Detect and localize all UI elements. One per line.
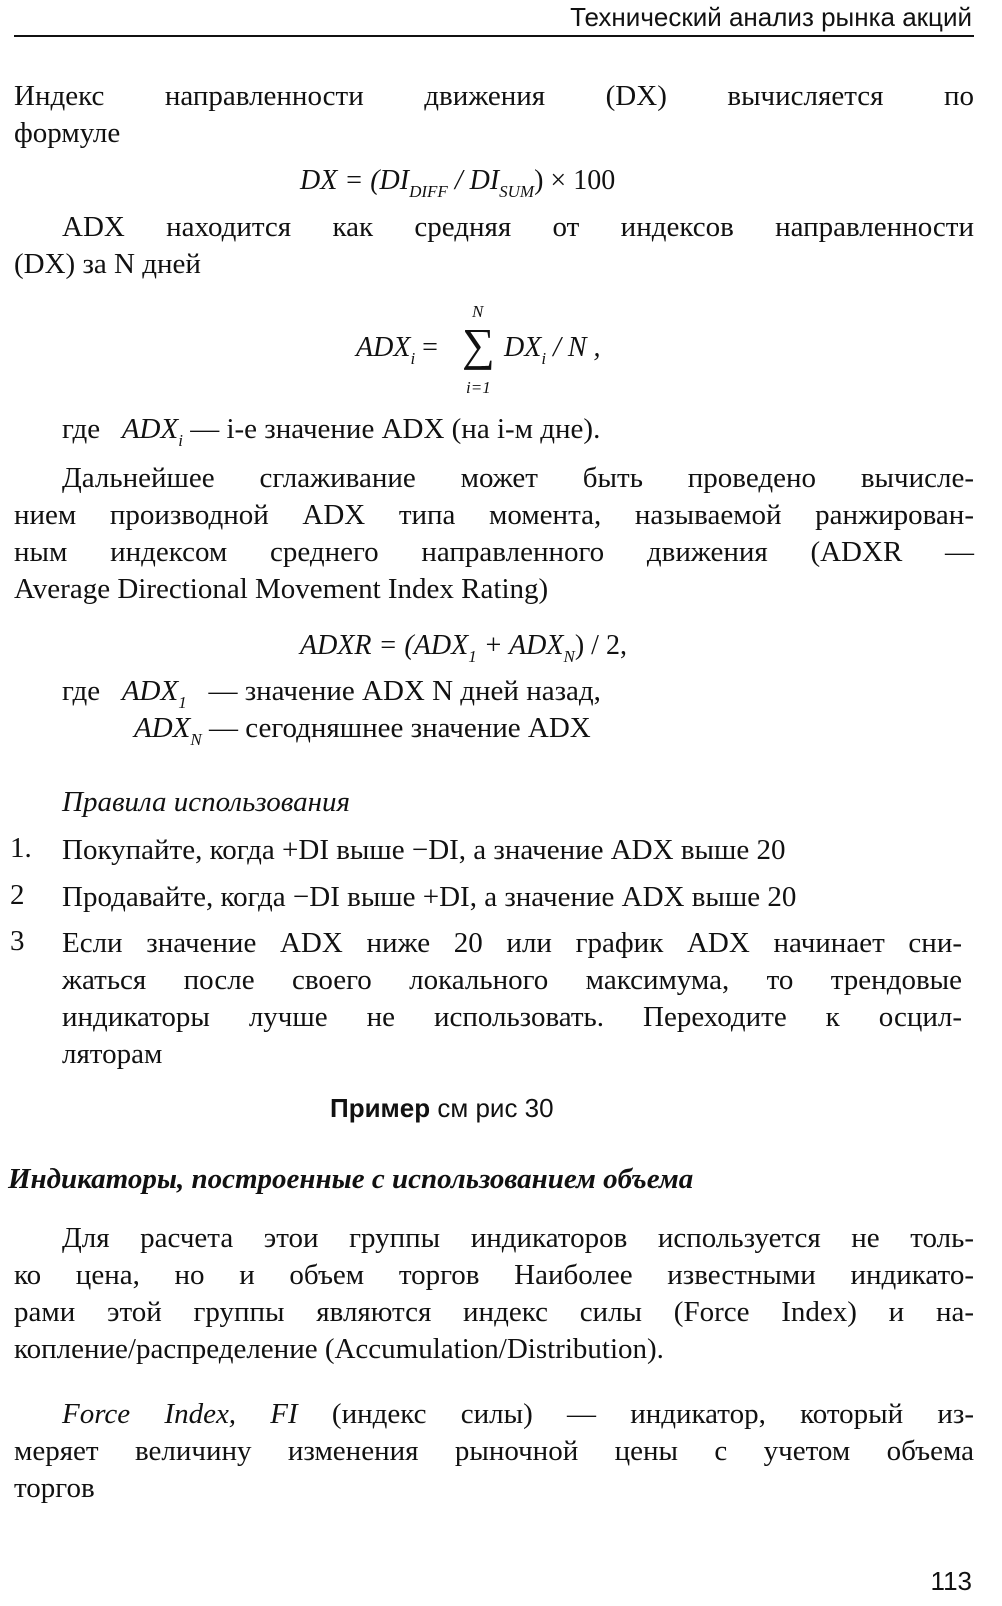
example-rest: см рис 30 <box>430 1093 554 1123</box>
formula-adx-lower-limit: i=1 <box>466 378 491 397</box>
formula-dx-sub-diff: DIFF <box>409 182 448 201</box>
smoothing-line-4: Average Directional Movement Index Rating) <box>14 573 549 605</box>
formula-adx-rhs-group <box>504 332 601 369</box>
header-rule <box>14 35 974 37</box>
formula-dx-sub-sum: SUM <box>499 182 535 201</box>
formula-adxr-sub-1: 1 <box>468 647 477 666</box>
rule-1-number: 1. <box>10 832 32 864</box>
adx-paragraph <box>14 209 974 283</box>
formula-dx-lhs: DX = (DI <box>300 165 410 196</box>
formula-adxr-mid: + ADX <box>476 630 564 661</box>
where2-term1-sub: 1 <box>178 693 187 712</box>
example-bold: Пример <box>330 1093 431 1123</box>
force-index-paragraph <box>14 1396 974 1507</box>
where2-text2: — сегодняшнее значение ADX <box>201 712 591 744</box>
rule-3-number: 3 <box>10 925 25 957</box>
formula-adx-rhs-sub: i <box>541 349 547 368</box>
formula-adx-lhs: ADX <box>356 332 411 363</box>
where-text: — i-е значение ADX (на i-м дне). <box>182 413 601 445</box>
force-line-1 <box>14 1396 974 1433</box>
where-adx-1 <box>62 675 601 713</box>
volume-line-2: ко цена, но и объем торгов Наиболее известными индикато- <box>14 1259 974 1291</box>
section-heading: Индикаторы, построенные с использованием объема <box>8 1163 694 1195</box>
intro-line-1: Индекс направленности движения (DX) вычисляется по <box>14 80 974 112</box>
formula-dx <box>300 165 615 202</box>
formula-adx-rhs: DX <box>504 332 542 363</box>
formula-adx-lhs-sub: i <box>410 349 416 368</box>
sigma-symbol: ∑ <box>462 319 495 370</box>
formula-adx-tail: / N , <box>546 332 601 363</box>
where2-word: где <box>62 675 101 707</box>
formula-dx-rhs: ) × 100 <box>534 165 616 196</box>
volume-line-4: копление/распределение (Accumulation/Distribution). <box>14 1333 664 1365</box>
intro-line-2: формуле <box>14 117 121 149</box>
intro-paragraph <box>14 78 974 152</box>
rule-2-line-1: Продавайте, когда −DI выше +DI, а значение ADX выше 20 <box>62 881 797 913</box>
smoothing-line-3: ным индексом среднего направленного движения (ADXR — <box>14 536 974 568</box>
smoothing-paragraph <box>14 460 974 608</box>
adx-line-2: (DX) за N дней <box>14 248 201 280</box>
formula-adxr-rhs: ) / 2, <box>574 630 627 661</box>
where-adx-i <box>62 413 600 451</box>
force-line-2: меряет величину изменения рыночной цены с учетом объема <box>14 1435 974 1467</box>
formula-adxr-sub-n: N <box>563 647 575 666</box>
rule-3-text <box>62 925 962 1073</box>
rule-3-line-4: ляторам <box>62 1038 163 1070</box>
rule-2-number: 2 <box>10 879 25 911</box>
where2-text1: — значение ADX N дней назад, <box>201 675 601 707</box>
formula-adxr <box>300 630 627 667</box>
example-reference <box>330 1093 554 1124</box>
smoothing-line-2: нием производной ADX типа момента, называемой ранжирован- <box>14 499 974 531</box>
formula-adxr-lhs: ADXR = (ADX <box>300 630 469 661</box>
page-number: 113 <box>930 1566 972 1596</box>
where2-term2: ADX <box>134 712 191 744</box>
force-line-3: торгов <box>14 1472 95 1504</box>
volume-line-3: рами этой группы являются индекс силы (Force Index) и на- <box>14 1296 974 1328</box>
where2-term2-sub: N <box>190 730 202 749</box>
rule-3-line-2: жаться после своего локального максимума, то трендовые <box>62 964 962 996</box>
formula-dx-mid: / DI <box>447 165 500 196</box>
where-term-sub: i <box>178 431 183 450</box>
volume-line-1: Для расчета этои группы индикаторов используется не толь- <box>62 1222 974 1254</box>
rule-1-line-1: Покупайте, когда +DI выше −DI, а значение ADX выше 20 <box>62 834 786 866</box>
rule-2-text <box>62 879 962 916</box>
smoothing-line-1: Дальнейшее сглаживание может быть проведено вычисле- <box>62 462 974 494</box>
force-line-1-rest: (индекс силы) — индикатор, который из- <box>297 1398 974 1430</box>
volume-paragraph <box>14 1220 974 1368</box>
formula-adx-upper-limit: N <box>472 302 484 321</box>
formula-adx <box>356 332 438 369</box>
where-adx-n <box>134 712 591 750</box>
where2-term1: ADX <box>121 675 179 707</box>
adx-line-1: ADX находится как средняя от индексов направленности <box>62 211 974 243</box>
running-header: Технический анализ рынка акций <box>570 2 972 32</box>
rule-3-line-3: индикаторы лучше не использовать. Переходите к осцил- <box>62 1001 962 1033</box>
formula-adx-eq: = <box>415 332 438 363</box>
where-term: ADX <box>121 413 179 445</box>
rule-3-line-1: Если значение ADX ниже 20 или график ADX начинает сни- <box>62 927 962 959</box>
rules-title: Правила использования <box>62 786 350 818</box>
where-word: где <box>62 413 101 445</box>
force-term: Force Index, FI <box>62 1398 298 1430</box>
rule-1-text <box>62 832 962 869</box>
